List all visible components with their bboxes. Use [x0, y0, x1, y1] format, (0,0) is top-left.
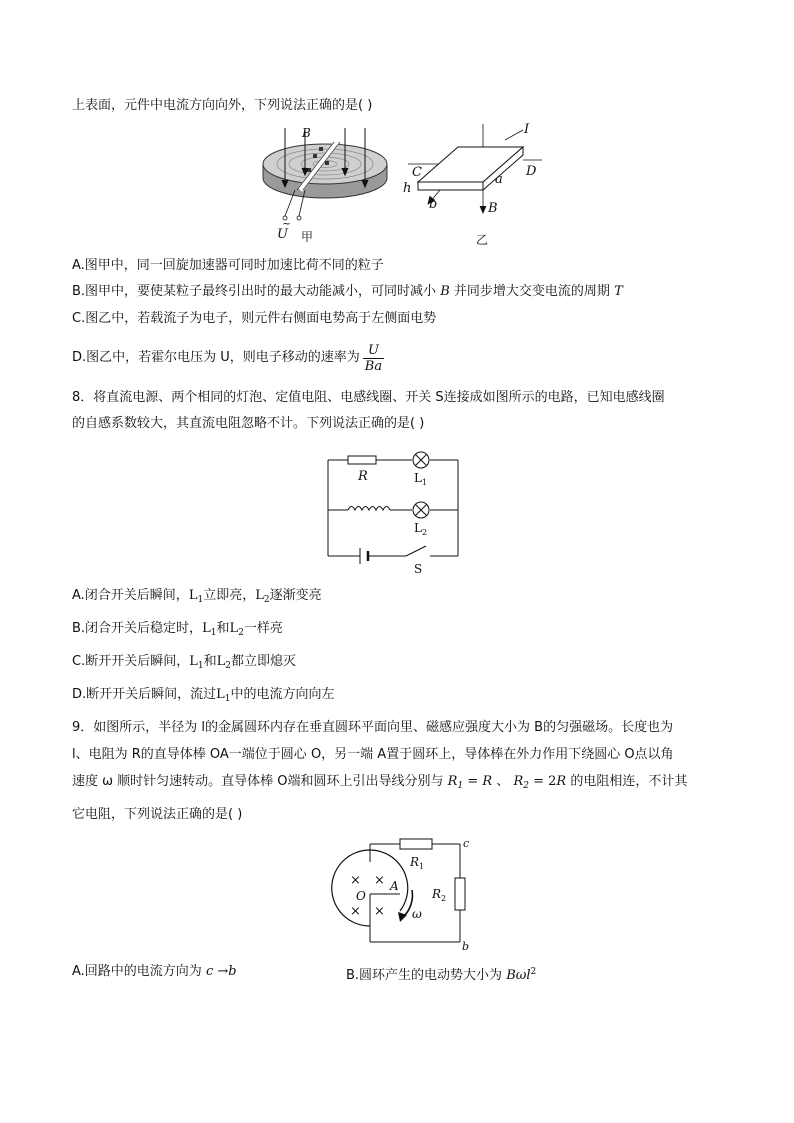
l-sub: 1	[197, 595, 204, 605]
l1-symbol	[216, 687, 230, 702]
fraction-denominator: Ba	[364, 358, 383, 374]
cross: ×	[374, 904, 385, 919]
q7-option-d-text: D.图乙中，若霍尔电压为 U，则电子移动的速率为	[72, 350, 360, 365]
l-letter: L	[255, 588, 264, 603]
label-b: b	[462, 940, 470, 953]
q8-stem-line1: 8．将直流电源、两个相同的灯泡、定值电阻、电感线圈、开关 S连接成如图所示的电路，已知电感线圈	[72, 390, 665, 405]
label-L2-sub: 2	[421, 528, 428, 537]
cross: ×	[350, 873, 361, 888]
l-letter: L	[189, 654, 198, 669]
q8-option-c	[72, 652, 296, 676]
label-R1	[409, 855, 424, 871]
q8-option-d-p2: 中的电流方向向左	[230, 687, 335, 702]
label-R1-sub: 1	[419, 862, 425, 871]
r1-symbol	[448, 774, 464, 789]
label-C: C	[412, 165, 422, 180]
q7-option-b-text: B.图甲中，要使某粒子最终引出时的最大动能减小，可同时减小	[72, 284, 437, 299]
label-tilde: ~	[282, 217, 292, 230]
switch-S	[406, 546, 426, 556]
label-B: B	[302, 126, 311, 140]
label-R: R	[358, 469, 368, 484]
q8-option-a-p3: 逐渐变亮	[269, 588, 322, 603]
l-letter: L	[202, 621, 211, 636]
l-sub: 2	[238, 628, 244, 638]
cross: ×	[374, 873, 385, 888]
q8-option-b-p2: 和	[216, 621, 230, 636]
figure-q8-circuit	[320, 448, 470, 578]
l-sub: 1	[224, 694, 231, 704]
q9-stem-line4: 它电阻，下列说法正确的是( )	[72, 807, 243, 822]
r-sub: 1	[457, 781, 464, 791]
resistor-R1	[400, 839, 432, 849]
q8-option-c-p3: 都立即熄灭	[230, 654, 296, 669]
l-letter: L	[229, 621, 239, 636]
q7-option-b-text2: 并同步增大交变电流的周期	[453, 284, 610, 299]
label-L1	[414, 471, 427, 487]
l2-symbol	[217, 654, 231, 669]
q8-option-b-p1: B.闭合开关后稳定时，	[72, 621, 203, 636]
q8-option-b-p3: 一样亮	[243, 621, 283, 636]
q9-option-b-expr: Bωl	[506, 968, 531, 983]
q9-stem-line1: 9．如图所示，半径为 l的金属圆环内存在垂直圆环平面向里、磁感应强度大小为 B的匀强磁场。长度也为	[72, 720, 674, 735]
label-omega: ω	[412, 907, 422, 921]
q9-option-a-expr: c →b	[205, 964, 237, 979]
l2-symbol	[229, 621, 243, 636]
resistor-R	[348, 456, 376, 464]
label-U: U	[277, 227, 288, 242]
label-h: h	[403, 181, 412, 196]
figure-cyclotron	[255, 124, 395, 246]
q8-option-c-p2: 和	[203, 654, 217, 669]
label-L1-main: L	[414, 471, 422, 485]
q9-stem-line3-a: 速度 ω 顺时针匀速转动。直导体棒 O端和圆环上引出导线分别与	[72, 774, 444, 789]
l-sub: 2	[225, 661, 231, 671]
intro-line: 上表面，元件中电流方向向外，下列说法正确的是( )	[72, 98, 373, 113]
q7-option-c: C.图乙中，若载流子为电子，则元件右侧面电势高于左侧面电势	[72, 311, 437, 326]
l-sub: 1	[210, 628, 217, 638]
l-letter: L	[216, 654, 226, 669]
q8-option-d-p1: D.断开开关后瞬间，流过	[72, 687, 217, 702]
l-sub: 2	[263, 595, 270, 605]
label-L1-sub: 1	[421, 478, 428, 487]
circuit-wires	[328, 460, 458, 556]
q7-option-a: A.图甲中，同一回旋加速器可同时加速比荷不同的粒子	[72, 258, 384, 273]
label-a: a	[495, 172, 503, 187]
r-symbol: R	[556, 774, 567, 789]
q8-option-a-p1: A.闭合开关后瞬间，	[72, 588, 189, 603]
l-sub: 1	[197, 661, 204, 671]
q9-option-b-sup: 2	[530, 967, 537, 977]
q8-stem-line2: 的自感系数较大，其直流电阻忽略不计。下列说法正确的是( )	[72, 416, 425, 431]
q7-option-b-symbol2: T	[614, 284, 623, 299]
q9-option-a	[72, 962, 237, 982]
lamp-L1	[413, 452, 429, 468]
label-R1-main: R	[410, 855, 420, 869]
hall-slab	[418, 147, 523, 190]
label-A: A	[390, 879, 399, 893]
q8-option-d	[72, 685, 335, 709]
label-c: c	[463, 837, 470, 850]
cross: ×	[350, 904, 361, 919]
l2-symbol	[255, 588, 269, 603]
q9-stem-line3-b: 的电阻相连，不计其	[566, 774, 688, 789]
fraction-numerator: U	[363, 343, 384, 359]
q8-option-b	[72, 619, 283, 643]
resistor-R2	[455, 878, 465, 910]
equals-1: =	[463, 774, 483, 789]
label-S: S	[414, 562, 423, 576]
label-I: I	[524, 122, 530, 137]
figure-hall-element	[400, 120, 560, 248]
l1-symbol	[189, 654, 203, 669]
cyclotron-disc	[263, 142, 387, 198]
q9-stem-line3	[72, 772, 687, 796]
separator: 、	[492, 774, 514, 789]
inductor-coil	[348, 507, 390, 511]
caption-yi: 乙	[476, 233, 489, 247]
label-D: D	[526, 164, 537, 179]
q9-option-b	[346, 962, 536, 986]
r-symbol: R	[482, 774, 493, 789]
q9-option-b-text: B.圆环产生的电动势大小为	[346, 968, 503, 983]
equals-2: = 2	[528, 774, 557, 789]
label-B: B	[488, 201, 498, 216]
q8-option-c-p1: C.断开开关后瞬间，	[72, 654, 190, 669]
r-sub: 2	[523, 781, 529, 791]
q7-option-d	[72, 340, 384, 376]
label-R2	[431, 887, 446, 903]
label-R2-sub: 2	[441, 894, 447, 903]
label-b: b	[429, 197, 438, 212]
r-letter: R	[447, 774, 458, 789]
q7-option-b	[72, 282, 623, 302]
r2-symbol	[513, 774, 529, 789]
q9-stem-line2: l、电阻为 R的直导体棒 OA一端位于圆心 O，另一端 A置于圆环上，导体棒在外力作用下绕圆心 O点以角	[72, 747, 674, 762]
label-O: O	[356, 889, 366, 903]
q7-option-b-symbol: B	[440, 284, 450, 299]
q9-option-a-text: A.回路中的电流方向为	[72, 964, 202, 979]
battery	[360, 548, 368, 564]
l1-symbol	[202, 621, 216, 636]
r-letter: R	[513, 774, 524, 789]
caption-jia: 甲	[301, 230, 314, 244]
q7-option-d-fraction	[363, 343, 384, 374]
q8-option-a	[72, 586, 322, 610]
lamp-L2	[413, 502, 429, 518]
label-L2-main: L	[414, 521, 422, 535]
l-letter: L	[188, 588, 198, 603]
l1-symbol	[189, 588, 203, 603]
label-L2	[414, 521, 427, 537]
figure-q9-circuit	[328, 834, 478, 954]
l-letter: L	[216, 687, 225, 702]
label-R2-main: R	[432, 887, 442, 901]
q8-option-a-p2: 立即亮，	[203, 588, 256, 603]
